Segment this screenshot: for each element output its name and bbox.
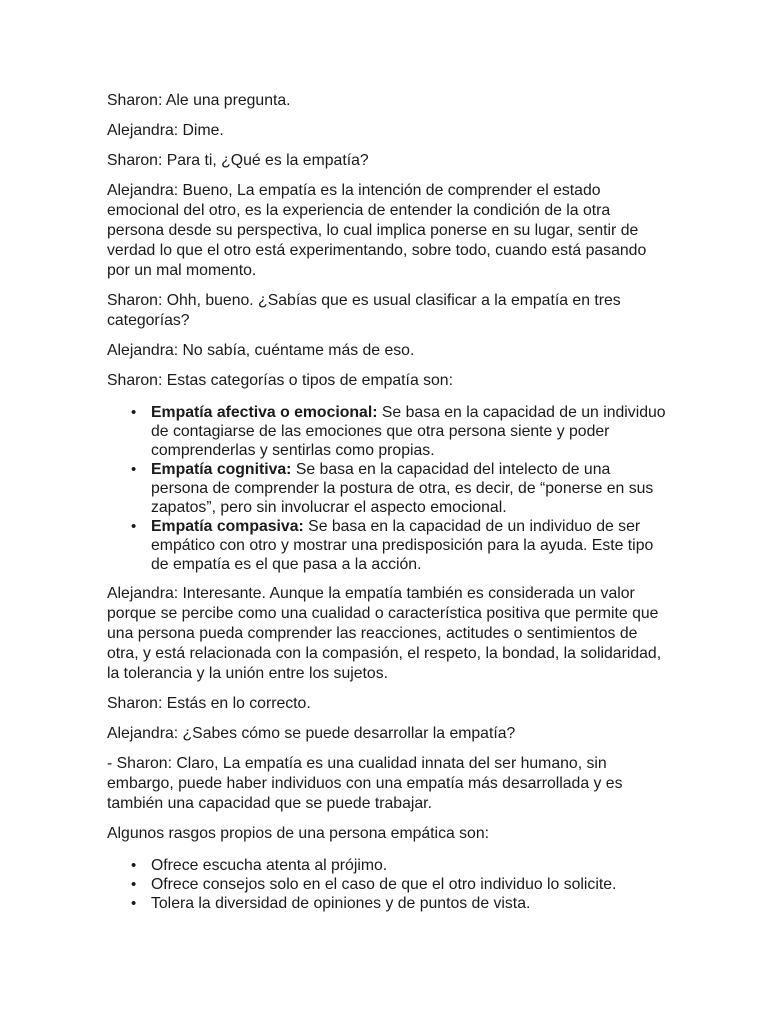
bullet-icon: •	[131, 461, 137, 478]
empathy-type-term: Empatía cognitiva:	[151, 461, 292, 478]
dialogue-line: Alejandra: Bueno, La empatía es la intención de comprender el estado emocional del otro, es la experiencia de entender la condición de la otra persona desde su perspectiva, lo cual implica ponerse en su lugar, sentir de verdad lo que el otro está experimentando, sobre todo, cuando está pasando por un mal momento.	[107, 182, 647, 279]
dialogue-line: Algunos rasgos propios de una persona empática son:	[107, 825, 490, 842]
dialogue-line: Alejandra: Interesante. Aunque la empatía también es considerada un valor porque se percibe como una cualidad o característica positiva que permite que una persona pueda comprender las reacciones, actitudes o sentimientos de otra, y está relacionada con la compasión, el respeto, la bondad, la solidaridad, la tolerancia y la unión entre los sujetos.	[107, 585, 662, 682]
dialogue-line: Sharon: Para ti, ¿Qué es la empatía?	[107, 152, 369, 169]
dialogue-line: Sharon: Estás en lo correcto.	[107, 695, 311, 712]
bullet-icon: •	[131, 404, 137, 421]
bullet-icon: •	[131, 895, 137, 912]
trait-text: Ofrece escucha atenta al prójimo.	[151, 857, 388, 874]
list-item	[107, 875, 668, 894]
list-item	[107, 403, 668, 460]
dialogue-line: - Sharon: Claro, La empatía es una cualidad innata del ser humano, sin embargo, puede haber individuos con una empatía más desarrollada y es también una capacidad que se puede trabajar.	[107, 755, 623, 812]
bullet-icon: •	[131, 518, 137, 535]
empathy-types-list	[107, 403, 668, 574]
list-item	[107, 856, 668, 875]
dialogue-line: Sharon: Ale una pregunta.	[107, 92, 291, 109]
empathy-type-term: Empatía compasiva:	[151, 518, 304, 535]
bullet-icon: •	[131, 876, 137, 893]
list-item	[107, 894, 668, 913]
empathy-type-description: Se basa en la capacidad de un individuo de ser empático con otro y mostrar una predisposición para la ayuda. Este tipo de empatía es el que pasa a la acción.	[151, 518, 654, 573]
dialogue-line: Alejandra: Dime.	[107, 122, 224, 139]
dialogue-line: Alejandra: No sabía, cuéntame más de eso.	[107, 342, 415, 359]
dialogue-line: Alejandra: ¿Sabes cómo se puede desarrollar la empatía?	[107, 725, 516, 742]
trait-text: Ofrece consejos solo en el caso de que el otro individuo lo solicite.	[151, 876, 617, 893]
empathy-type-description: Se basa en la capacidad del intelecto de una persona de comprender la postura de otra, es decir, de “ponerse en sus zapatos”, pero sin involucrar el aspecto emocional.	[151, 461, 654, 516]
bullet-icon: •	[131, 857, 137, 874]
empathic-traits-list	[107, 856, 668, 913]
empathy-type-term: Empatía afectiva o emocional:	[151, 404, 378, 421]
dialogue-line: Sharon: Estas categorías o tipos de empatía son:	[107, 372, 453, 389]
trait-text: Tolera la diversidad de opiniones y de puntos de vista.	[151, 895, 531, 912]
list-item	[107, 460, 668, 517]
dialogue-line: Sharon: Ohh, bueno. ¿Sabías que es usual clasificar a la empatía en tres categorías?	[107, 292, 621, 329]
empathy-type-description: Se basa en la capacidad de un individuo de contagiarse de las emociones que otra persona siente y poder comprenderlas y sentirlas como propias.	[151, 404, 666, 459]
list-item	[107, 517, 668, 574]
